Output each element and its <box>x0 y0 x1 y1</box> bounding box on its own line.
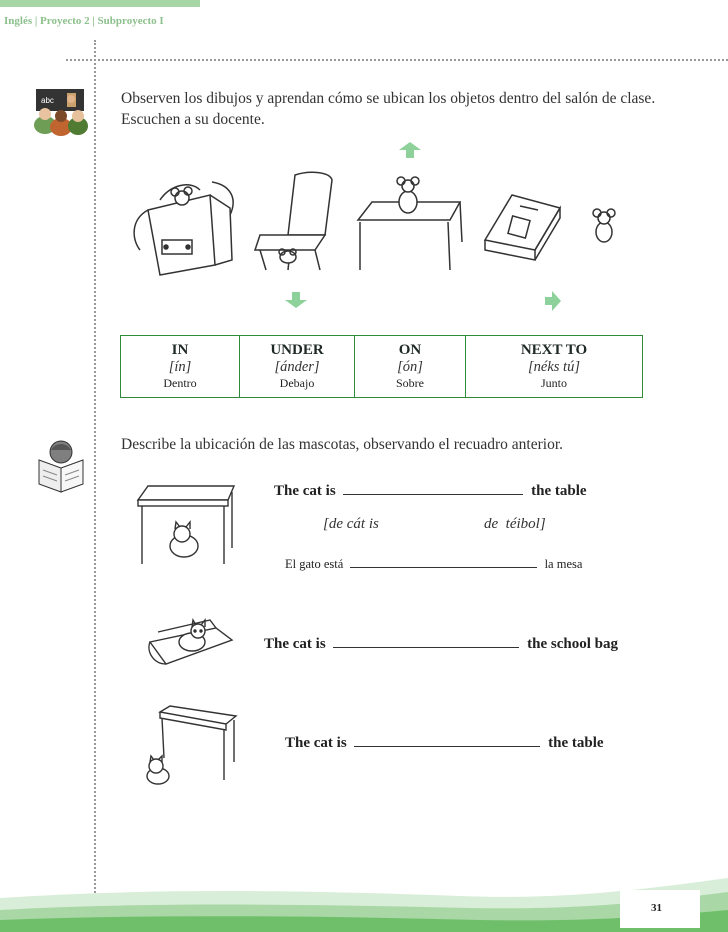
arrow-up-icon <box>399 142 421 158</box>
exercise-3-suffix: the table <box>548 735 604 751</box>
mouse-on-table-illustration <box>358 177 462 270</box>
exercise-1-es-blank[interactable] <box>350 566 537 568</box>
exercise-1-blank[interactable] <box>343 493 523 495</box>
exercise-2-prefix: The cat is <box>264 636 326 652</box>
exercise-1-spanish <box>285 557 582 572</box>
vocab-translation: Dentro <box>163 376 197 390</box>
vocab-word: IN <box>171 342 189 358</box>
vocab-word: NEXT TO <box>520 342 588 358</box>
vocab-word: UNDER <box>270 342 324 358</box>
mouse-in-bag-illustration <box>134 182 233 275</box>
header-title: Inglés | Proyecto 2 | Subproyecto I <box>4 15 164 27</box>
vocab-pronunciation: [ín] <box>168 359 192 375</box>
exercise-1-pron-left: [de cát is <box>323 516 379 532</box>
vocab-translation: Sobre <box>396 376 424 390</box>
mouse-under-chair-illustration <box>255 172 332 270</box>
vocab-translation: Debajo <box>279 376 315 390</box>
page-number: 31 <box>651 902 662 914</box>
vocab-cell-under <box>240 336 355 398</box>
cat-in-bag-picture <box>146 612 236 670</box>
exercise-1-suffix: the table <box>531 483 587 499</box>
exercise-3-prefix: The cat is <box>285 735 347 751</box>
vocab-cell-next-to <box>466 336 643 398</box>
footer-wave-decoration <box>0 868 728 932</box>
vocabulary-table <box>120 335 643 398</box>
vocab-cell-in <box>121 336 240 398</box>
vocab-cell-on <box>355 336 466 398</box>
arrow-down-icon <box>285 292 307 308</box>
cat-next-to-table-picture <box>140 702 240 788</box>
exercise-2-suffix: the school bag <box>527 636 619 652</box>
exercise-1-pron-right: de téibol] <box>484 516 546 532</box>
reading-student-icon <box>33 438 89 494</box>
exercise-1-prefix: The cat is <box>274 483 336 499</box>
exercise-1-sentence <box>274 483 587 500</box>
cat-under-table-picture <box>136 478 236 568</box>
dotted-rule-vertical <box>94 40 96 932</box>
vocab-pronunciation: [ánder] <box>274 359 320 375</box>
vocab-pronunciation: [néks tú] <box>528 359 580 375</box>
dotted-rule-horizontal <box>66 59 728 61</box>
intro-text: Observen los dibujos y aprendan cómo se ubican los objetos dentro del salón de clase. Escuchen a su docente. <box>121 90 656 128</box>
vocab-word: ON <box>398 342 422 358</box>
exercise-3-sentence <box>285 735 604 752</box>
exercise-1-es-suffix: la mesa <box>544 557 583 571</box>
exercise-1-es-prefix: El gato está <box>285 557 344 571</box>
vocab-translation: Junto <box>540 376 567 390</box>
vocab-pronunciation: [ón] <box>397 359 423 375</box>
arrow-right-icon <box>545 291 561 311</box>
exercise-3-blank[interactable] <box>354 745 540 747</box>
exercise-2-blank[interactable] <box>333 646 519 648</box>
exercise-2-sentence <box>264 636 618 653</box>
header-band <box>0 0 200 7</box>
exercise-instruction: Describe la ubicación de las mascotas, observando el recuadro anterior. <box>121 436 563 453</box>
illustrations-row <box>120 140 640 315</box>
svg-text:abc: abc <box>41 96 54 105</box>
classroom-icon <box>33 85 89 137</box>
mouse-next-to-books-illustration <box>485 195 615 260</box>
